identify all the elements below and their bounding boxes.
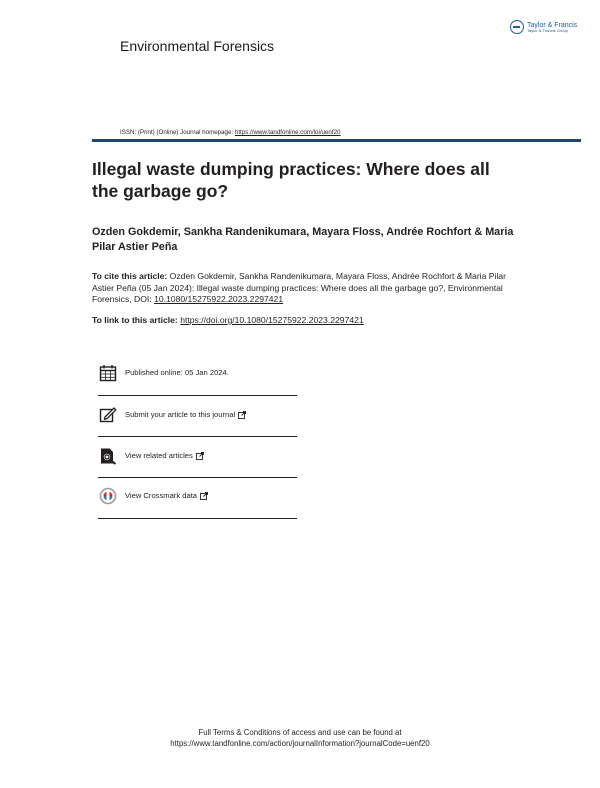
related-articles-link[interactable]: View related articles — [125, 451, 193, 460]
submit-article-row[interactable] — [98, 394, 297, 435]
footer — [0, 727, 600, 749]
publisher-logo-group: Taylor & Francis Group — [527, 27, 568, 33]
submit-article-link[interactable]: Submit your article to this journal — [125, 410, 236, 419]
header-divider — [92, 139, 581, 142]
row-divider — [98, 518, 297, 519]
published-row — [98, 352, 297, 393]
external-link-icon — [196, 447, 204, 465]
edit-icon — [98, 405, 118, 425]
related-articles-row[interactable] — [98, 435, 297, 476]
citation-doi-link[interactable]: 10.1080/15275922.2023.2297421 — [154, 294, 284, 304]
related-articles-icon — [98, 446, 118, 466]
published-date: Published online: 05 Jan 2024. — [125, 368, 229, 377]
footer-terms-link[interactable]: https://www.tandfonline.com/action/journalInformation?journalCode=uenf20 — [170, 739, 430, 748]
external-link-icon — [200, 487, 208, 505]
journal-title: Environmental Forensics — [120, 38, 275, 54]
publisher-logo-name: Taylor & Francis — [527, 21, 578, 29]
publisher-logo-icon — [510, 20, 524, 34]
article-link-label: To link to this article: — [92, 315, 181, 325]
publisher-logo[interactable] — [510, 16, 582, 38]
issn-line — [120, 129, 340, 136]
article-authors: Ozden Gokdemir, Sankha Randenikumara, Mayara Floss, Andrée Rochfort & Maria Pilar Astier Peña — [92, 226, 514, 253]
crossmark-row[interactable] — [98, 475, 297, 516]
external-link-icon — [238, 406, 246, 424]
crossmark-link[interactable]: View Crossmark data — [125, 491, 198, 500]
calendar-icon — [98, 363, 118, 383]
journal-homepage-link[interactable]: https://www.tandfonline.com/loi/uenf20 — [234, 129, 341, 136]
footer-terms-text: Full Terms & Conditions of access and use can be found at — [198, 728, 402, 737]
article-doi-link[interactable]: https://doi.org/10.1080/15275922.2023.2297421 — [180, 315, 364, 325]
article-title: Illegal waste dumping practices: Where does all the garbage go? — [92, 159, 490, 201]
crossmark-icon — [98, 486, 118, 506]
citation-label: To cite this article: — [92, 271, 168, 281]
issn-label: ISSN: (Print) (Online) Journal homepage: — [120, 129, 235, 136]
article-link-block — [92, 315, 507, 325]
citation-text: Ozden Gokdemir, Sankha Randenikumara, Mayara Floss, Andrée Rochfort & Maria Pilar Astier Peña (05 Jan 2024): Illegal waste dumping practices: Where does all the garbage go?, Environmental Forensics, DOI: — [92, 271, 506, 304]
citation-block — [92, 271, 507, 306]
